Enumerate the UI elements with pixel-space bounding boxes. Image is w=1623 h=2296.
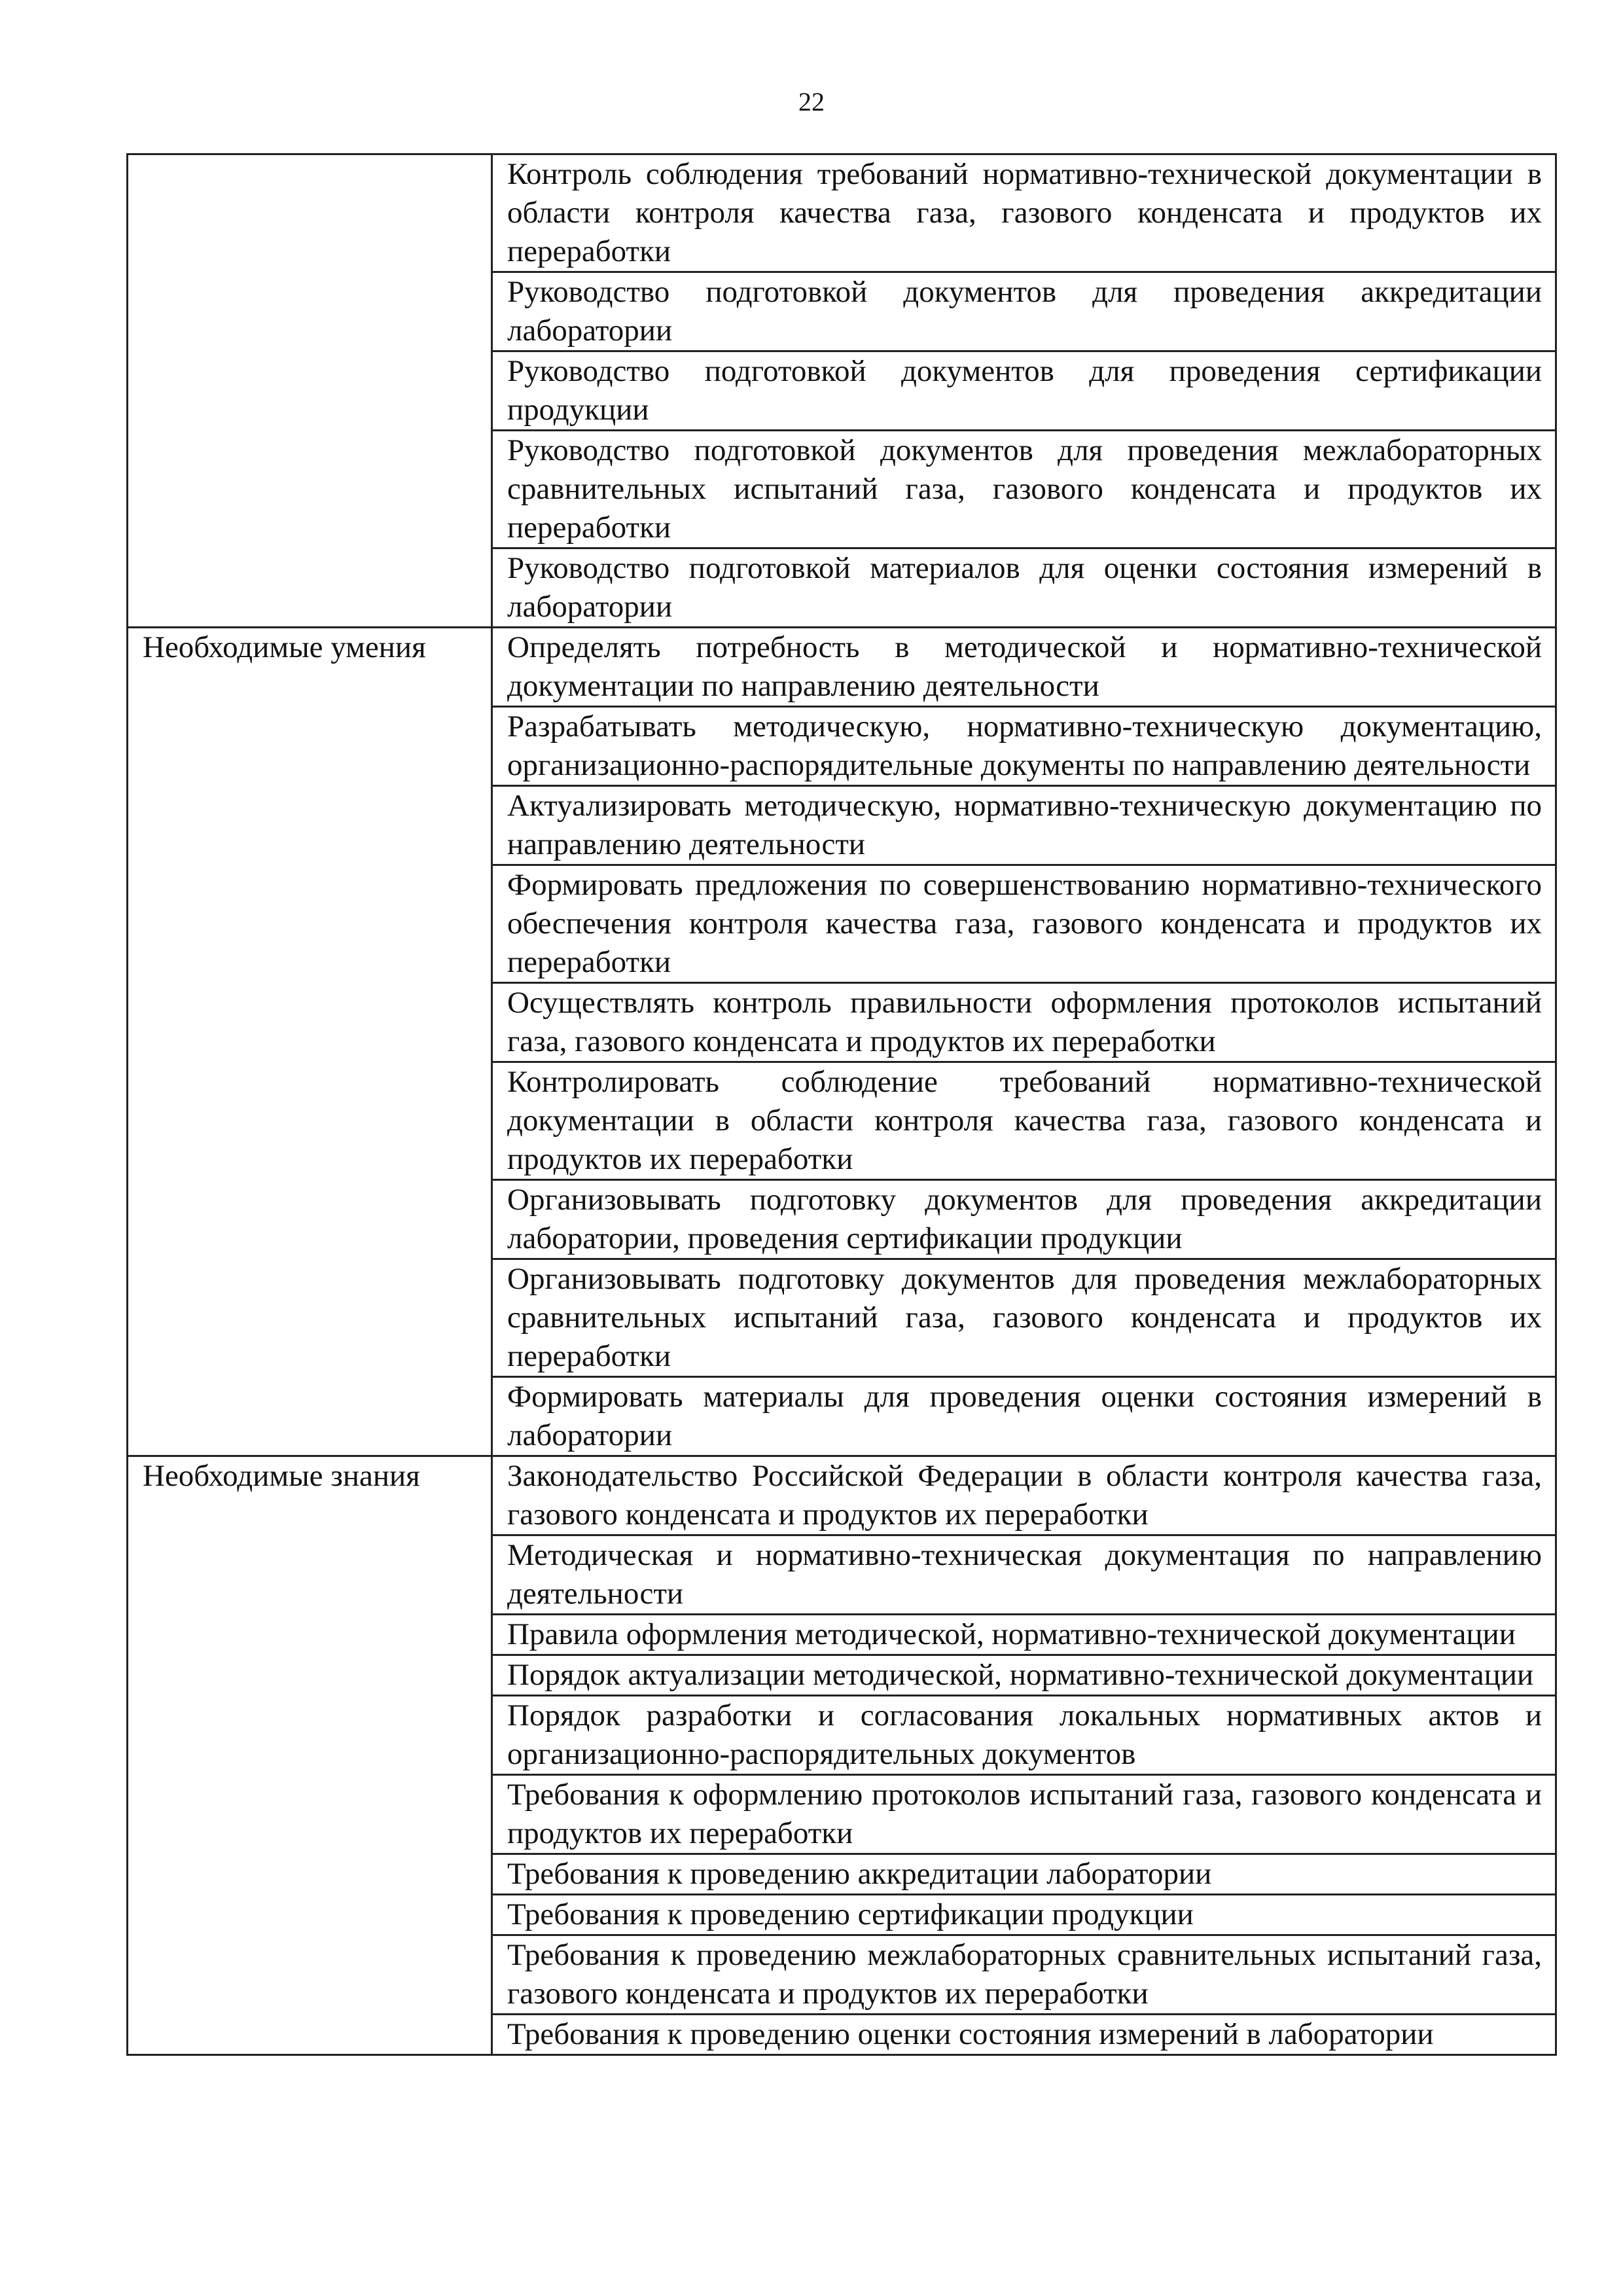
requirement-cell: Руководство подготовкой материалов для оценки состояния измерений в лаборатории (492, 548, 1556, 628)
table-row (128, 1456, 1556, 1535)
requirements-table (126, 153, 1557, 2056)
section-label-cell (128, 154, 492, 628)
knowledge-cell: Правила оформления методической, нормативно-технической документации (492, 1615, 1556, 1655)
skill-cell: Определять потребность в методической и нормативно-технической документации по направлению деятельности (492, 628, 1556, 707)
knowledge-cell: Законодательство Российской Федерации в области контроля качества газа, газового конденсата и продуктов их переработки (492, 1456, 1556, 1535)
knowledge-cell: Порядок актуализации методической, нормативно-технической документации (492, 1655, 1556, 1696)
knowledge-cell: Требования к проведению оценки состояния измерений в лаборатории (492, 2015, 1556, 2055)
knowledge-cell: Требования к проведению межлабораторных сравнительных испытаний газа, газового конденсата и продуктов их переработки (492, 1935, 1556, 2015)
knowledge-cell: Методическая и нормативно-техническая документация по направлению деятельности (492, 1535, 1556, 1615)
skill-cell: Разрабатывать методическую, нормативно-техническую документацию, организационно-распорядительные документы по направлению деятельности (492, 707, 1556, 786)
section-label-knowledge: Необходимые знания (128, 1456, 492, 2055)
table-row (128, 628, 1556, 707)
knowledge-cell: Требования к проведению сертификации продукции (492, 1895, 1556, 1935)
requirement-cell: Руководство подготовкой документов для проведения сертификации продукции (492, 351, 1556, 431)
knowledge-cell: Порядок разработки и согласования локальных нормативных актов и организационно-распорядительных документов (492, 1696, 1556, 1775)
requirement-cell: Руководство подготовкой документов для проведения аккредитации лаборатории (492, 272, 1556, 351)
page-number: 22 (798, 87, 825, 117)
skill-cell: Организовывать подготовку документов для проведения межлабораторных сравнительных испытаний газа, газового конденсата и продуктов их переработки (492, 1259, 1556, 1377)
skill-cell: Контролировать соблюдение требований нормативно-технической документации в области контроля качества газа, газового конденсата и продуктов их переработки (492, 1062, 1556, 1180)
requirement-cell: Руководство подготовкой документов для проведения межлабораторных сравнительных испытаний газа, газового конденсата и продуктов их переработки (492, 431, 1556, 548)
skill-cell: Осуществлять контроль правильности оформления протоколов испытаний газа, газового конденсата и продуктов их переработки (492, 983, 1556, 1062)
skill-cell: Формировать материалы для проведения оценки состояния измерений в лаборатории (492, 1377, 1556, 1456)
section-label-skills: Необходимые умения (128, 628, 492, 1456)
table-row (128, 154, 1556, 272)
requirement-cell: Контроль соблюдения требований нормативно-технической документации в области контроля качества газа, газового конденсата и продуктов их переработки (492, 154, 1556, 272)
skill-cell: Формировать предложения по совершенствованию нормативно-технического обеспечения контроля качества газа, газового конденсата и продуктов их переработки (492, 865, 1556, 983)
knowledge-cell: Требования к проведению аккредитации лаборатории (492, 1854, 1556, 1895)
skill-cell: Организовывать подготовку документов для проведения аккредитации лаборатории, проведения сертификации продукции (492, 1180, 1556, 1259)
knowledge-cell: Требования к оформлению протоколов испытаний газа, газового конденсата и продуктов их переработки (492, 1775, 1556, 1854)
skill-cell: Актуализировать методическую, нормативно-техническую документацию по направлению деятельности (492, 786, 1556, 865)
